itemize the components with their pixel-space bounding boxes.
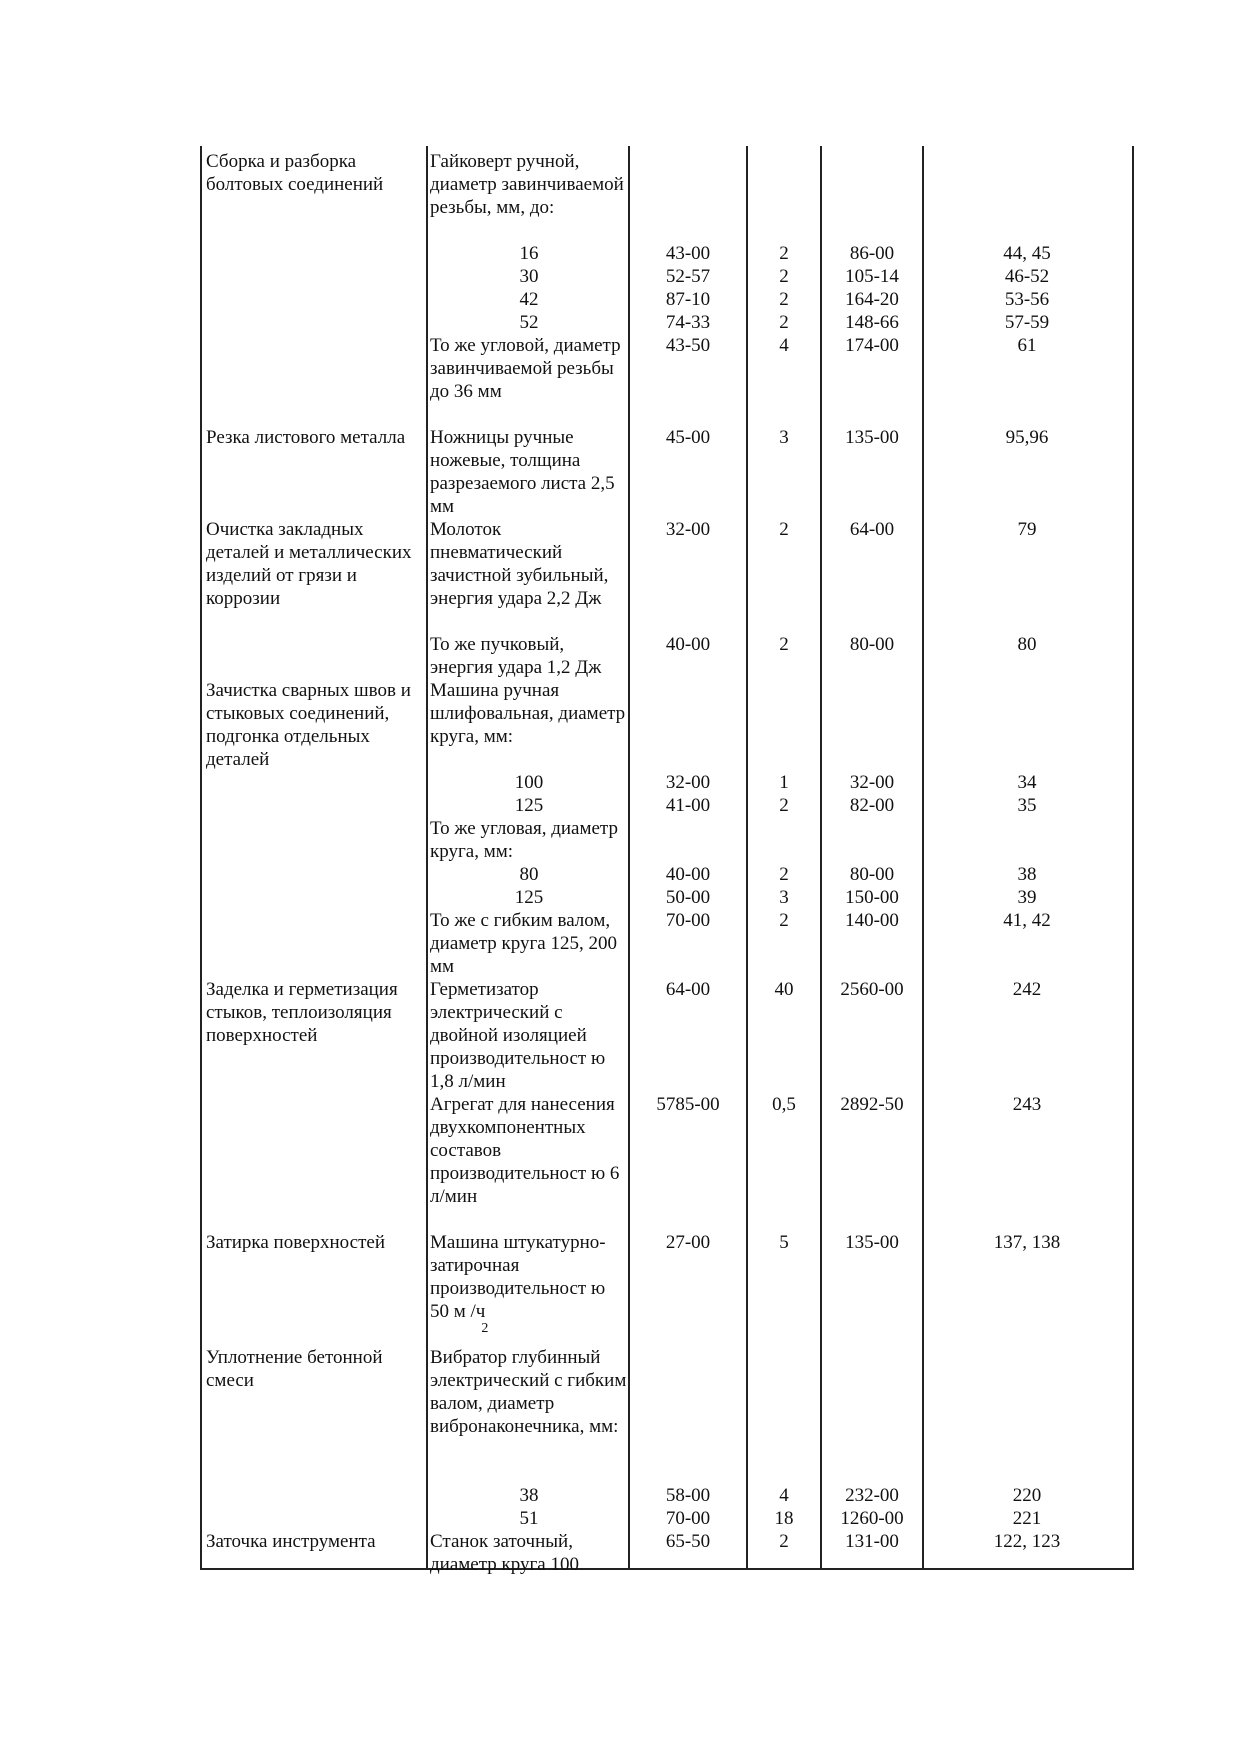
sum-cell: 164-20 (845, 289, 899, 310)
price-cell: 5785-00 (656, 1094, 720, 1115)
qty-cell: 4 (779, 1485, 789, 1506)
operation-cell: Заделка и герметизация стыков, теплоизоляция поверхностей (206, 979, 398, 1046)
tool-cell: Молоток пневматический зачистной зубильный, энергия удара 2,2 Дж (430, 519, 609, 609)
sum-cell: 80-00 (849, 864, 895, 885)
column-divider (426, 146, 428, 1570)
sum-cell: 174-00 (845, 335, 899, 356)
operation-cell: Уплотнение бетонной смеси (206, 1347, 383, 1391)
ref-cell: 34 (1017, 772, 1037, 793)
tool-cell: 51 (519, 1508, 539, 1529)
tool-cell: То же пучковый, энергия удара 1,2 Дж (430, 634, 602, 678)
operation-cell: Резка листового металла (206, 427, 406, 448)
sum-cell: 2560-00 (840, 979, 904, 1000)
ref-cell: 221 (1012, 1508, 1042, 1529)
equipment-table (200, 146, 1134, 1575)
operation-cell: Зачистка сварных швов и стыковых соединений, подгонка отдельных деталей (206, 680, 411, 770)
tool-cell: Машина ручная шлифовальная, диаметр круга, мм: (430, 680, 626, 747)
price-cell: 74-33 (665, 312, 711, 333)
table-border-left (200, 146, 202, 1570)
tool-cell: Вибратор глубинный электрический с гибким валом, диаметр вибронаконечника, мм: (430, 1347, 627, 1437)
qty-cell: 2 (779, 243, 789, 264)
tool-cell: То же угловая, диаметр круга, мм: (430, 818, 618, 862)
ref-cell: 243 (1012, 1094, 1042, 1115)
qty-cell: 2 (779, 1531, 789, 1552)
tool-cell: 52 (519, 312, 539, 333)
sum-cell: 80-00 (849, 634, 895, 655)
ref-cell: 38 (1017, 864, 1037, 885)
ref-cell: 35 (1017, 795, 1037, 816)
tool-cell (430, 1231, 628, 1336)
sum-cell: 131-00 (845, 1531, 899, 1552)
tool-cell: 16 (519, 243, 539, 264)
price-cell: 65-50 (665, 1531, 711, 1552)
sum-cell: 135-00 (845, 427, 899, 448)
sum-cell: 135-00 (845, 1232, 899, 1253)
price-cell: 58-00 (665, 1485, 711, 1506)
ref-cell: 137, 138 (993, 1232, 1061, 1253)
qty-cell: 2 (779, 312, 789, 333)
sum-cell: 32-00 (849, 772, 895, 793)
table-border-right (1132, 146, 1134, 1570)
price-cell: 32-00 (665, 772, 711, 793)
sum-cell: 150-00 (845, 887, 899, 908)
operation-cell: Заточка инструмента (206, 1531, 376, 1552)
qty-cell: 4 (779, 335, 789, 356)
qty-cell: 5 (779, 1232, 789, 1253)
ref-cell: 220 (1012, 1485, 1042, 1506)
price-cell: 32-00 (665, 519, 711, 540)
qty-cell: 2 (779, 864, 789, 885)
tool-cell: 30 (519, 266, 539, 287)
tool-cell: Ножницы ручные ножевые, толщина разрезаемого листа 2,5 мм (430, 427, 615, 517)
price-cell: 52-57 (665, 266, 711, 287)
tool-cell: То же угловой, диаметр завинчиваемой резьбы до 36 мм (430, 335, 621, 402)
sum-cell: 64-00 (849, 519, 895, 540)
operation-cell: Затирка поверхностей (206, 1232, 385, 1253)
price-cell: 50-00 (665, 887, 711, 908)
tool-cell: То же с гибким валом, диаметр круга 125, 200 мм (430, 910, 617, 977)
qty-cell: 2 (779, 910, 789, 931)
sum-cell: 1260-00 (840, 1508, 904, 1529)
qty-cell: 2 (779, 634, 789, 655)
tool-cell: Гайковерт ручной, диаметр завинчиваемой резьбы, мм, до: (430, 151, 624, 218)
qty-cell: 2 (779, 266, 789, 287)
sum-cell: 86-00 (849, 243, 895, 264)
sum-cell: 148-66 (845, 312, 899, 333)
sum-cell: 105-14 (845, 266, 899, 287)
sum-cell: 82-00 (849, 795, 895, 816)
price-cell: 87-10 (665, 289, 711, 310)
ref-cell: 53-56 (1004, 289, 1050, 310)
tool-cell: 125 (514, 795, 544, 816)
sum-cell: 232-00 (845, 1485, 899, 1506)
ref-cell: 122, 123 (993, 1531, 1061, 1552)
price-cell: 41-00 (665, 795, 711, 816)
sum-cell: 140-00 (845, 910, 899, 931)
qty-cell: 1 (779, 772, 789, 793)
ref-cell: 41, 42 (1003, 910, 1051, 931)
operation-cell: Очистка закладных деталей и металлических изделий от грязи и коррозии (206, 519, 412, 609)
column-divider (746, 146, 748, 1570)
qty-cell: 3 (779, 887, 789, 908)
qty-cell: 2 (779, 289, 789, 310)
ref-cell: 61 (1017, 335, 1037, 356)
tool-cell: Станок заточный, диаметр круга 100 (430, 1531, 579, 1575)
price-cell: 43-50 (665, 335, 711, 356)
price-cell: 43-00 (665, 243, 711, 264)
operation-cell: Сборка и разборка болтовых соединений (206, 151, 384, 195)
ref-cell: 95,96 (1005, 427, 1049, 448)
table-border-bottom (200, 1568, 1134, 1570)
ref-cell: 39 (1017, 887, 1037, 908)
qty-cell: 0,5 (772, 1094, 796, 1115)
tool-cell: 38 (519, 1485, 539, 1506)
tool-cell: Агрегат для нанесения двухкомпонентных составов производительност ю 6 л/мин (430, 1094, 620, 1207)
ref-cell: 80 (1017, 634, 1037, 655)
tool-cell: 125 (514, 887, 544, 908)
price-cell: 70-00 (665, 1508, 711, 1529)
tool-cell: 80 (519, 864, 539, 885)
column-divider (922, 146, 924, 1570)
price-cell: 40-00 (665, 634, 711, 655)
ref-cell: 57-59 (1004, 312, 1050, 333)
ref-cell: 242 (1012, 979, 1042, 1000)
tool-cell: 42 (519, 289, 539, 310)
ref-cell: 46-52 (1004, 266, 1050, 287)
ref-cell: 44, 45 (1003, 243, 1051, 264)
qty-cell: 2 (779, 519, 789, 540)
tool-cell: 100 (514, 772, 544, 793)
price-cell: 45-00 (665, 427, 711, 448)
column-divider (820, 146, 822, 1570)
price-cell: 70-00 (665, 910, 711, 931)
column-divider (628, 146, 630, 1570)
qty-cell: 3 (779, 427, 789, 448)
price-cell: 27-00 (665, 1232, 711, 1253)
price-cell: 64-00 (665, 979, 711, 1000)
superscript-2: 2 (481, 1320, 489, 1336)
tool-text: Машина штукатурно-затирочная производительност ю 50 м /ч (430, 1232, 606, 1322)
tool-cell: Герметизатор электрический с двойной изоляцией производительност ю 1,8 л/мин (430, 979, 606, 1092)
ref-cell: 79 (1017, 519, 1037, 540)
price-cell: 40-00 (665, 864, 711, 885)
qty-cell: 40 (774, 979, 794, 1000)
qty-cell: 2 (779, 795, 789, 816)
qty-cell: 18 (774, 1508, 794, 1529)
sum-cell: 2892-50 (840, 1094, 904, 1115)
